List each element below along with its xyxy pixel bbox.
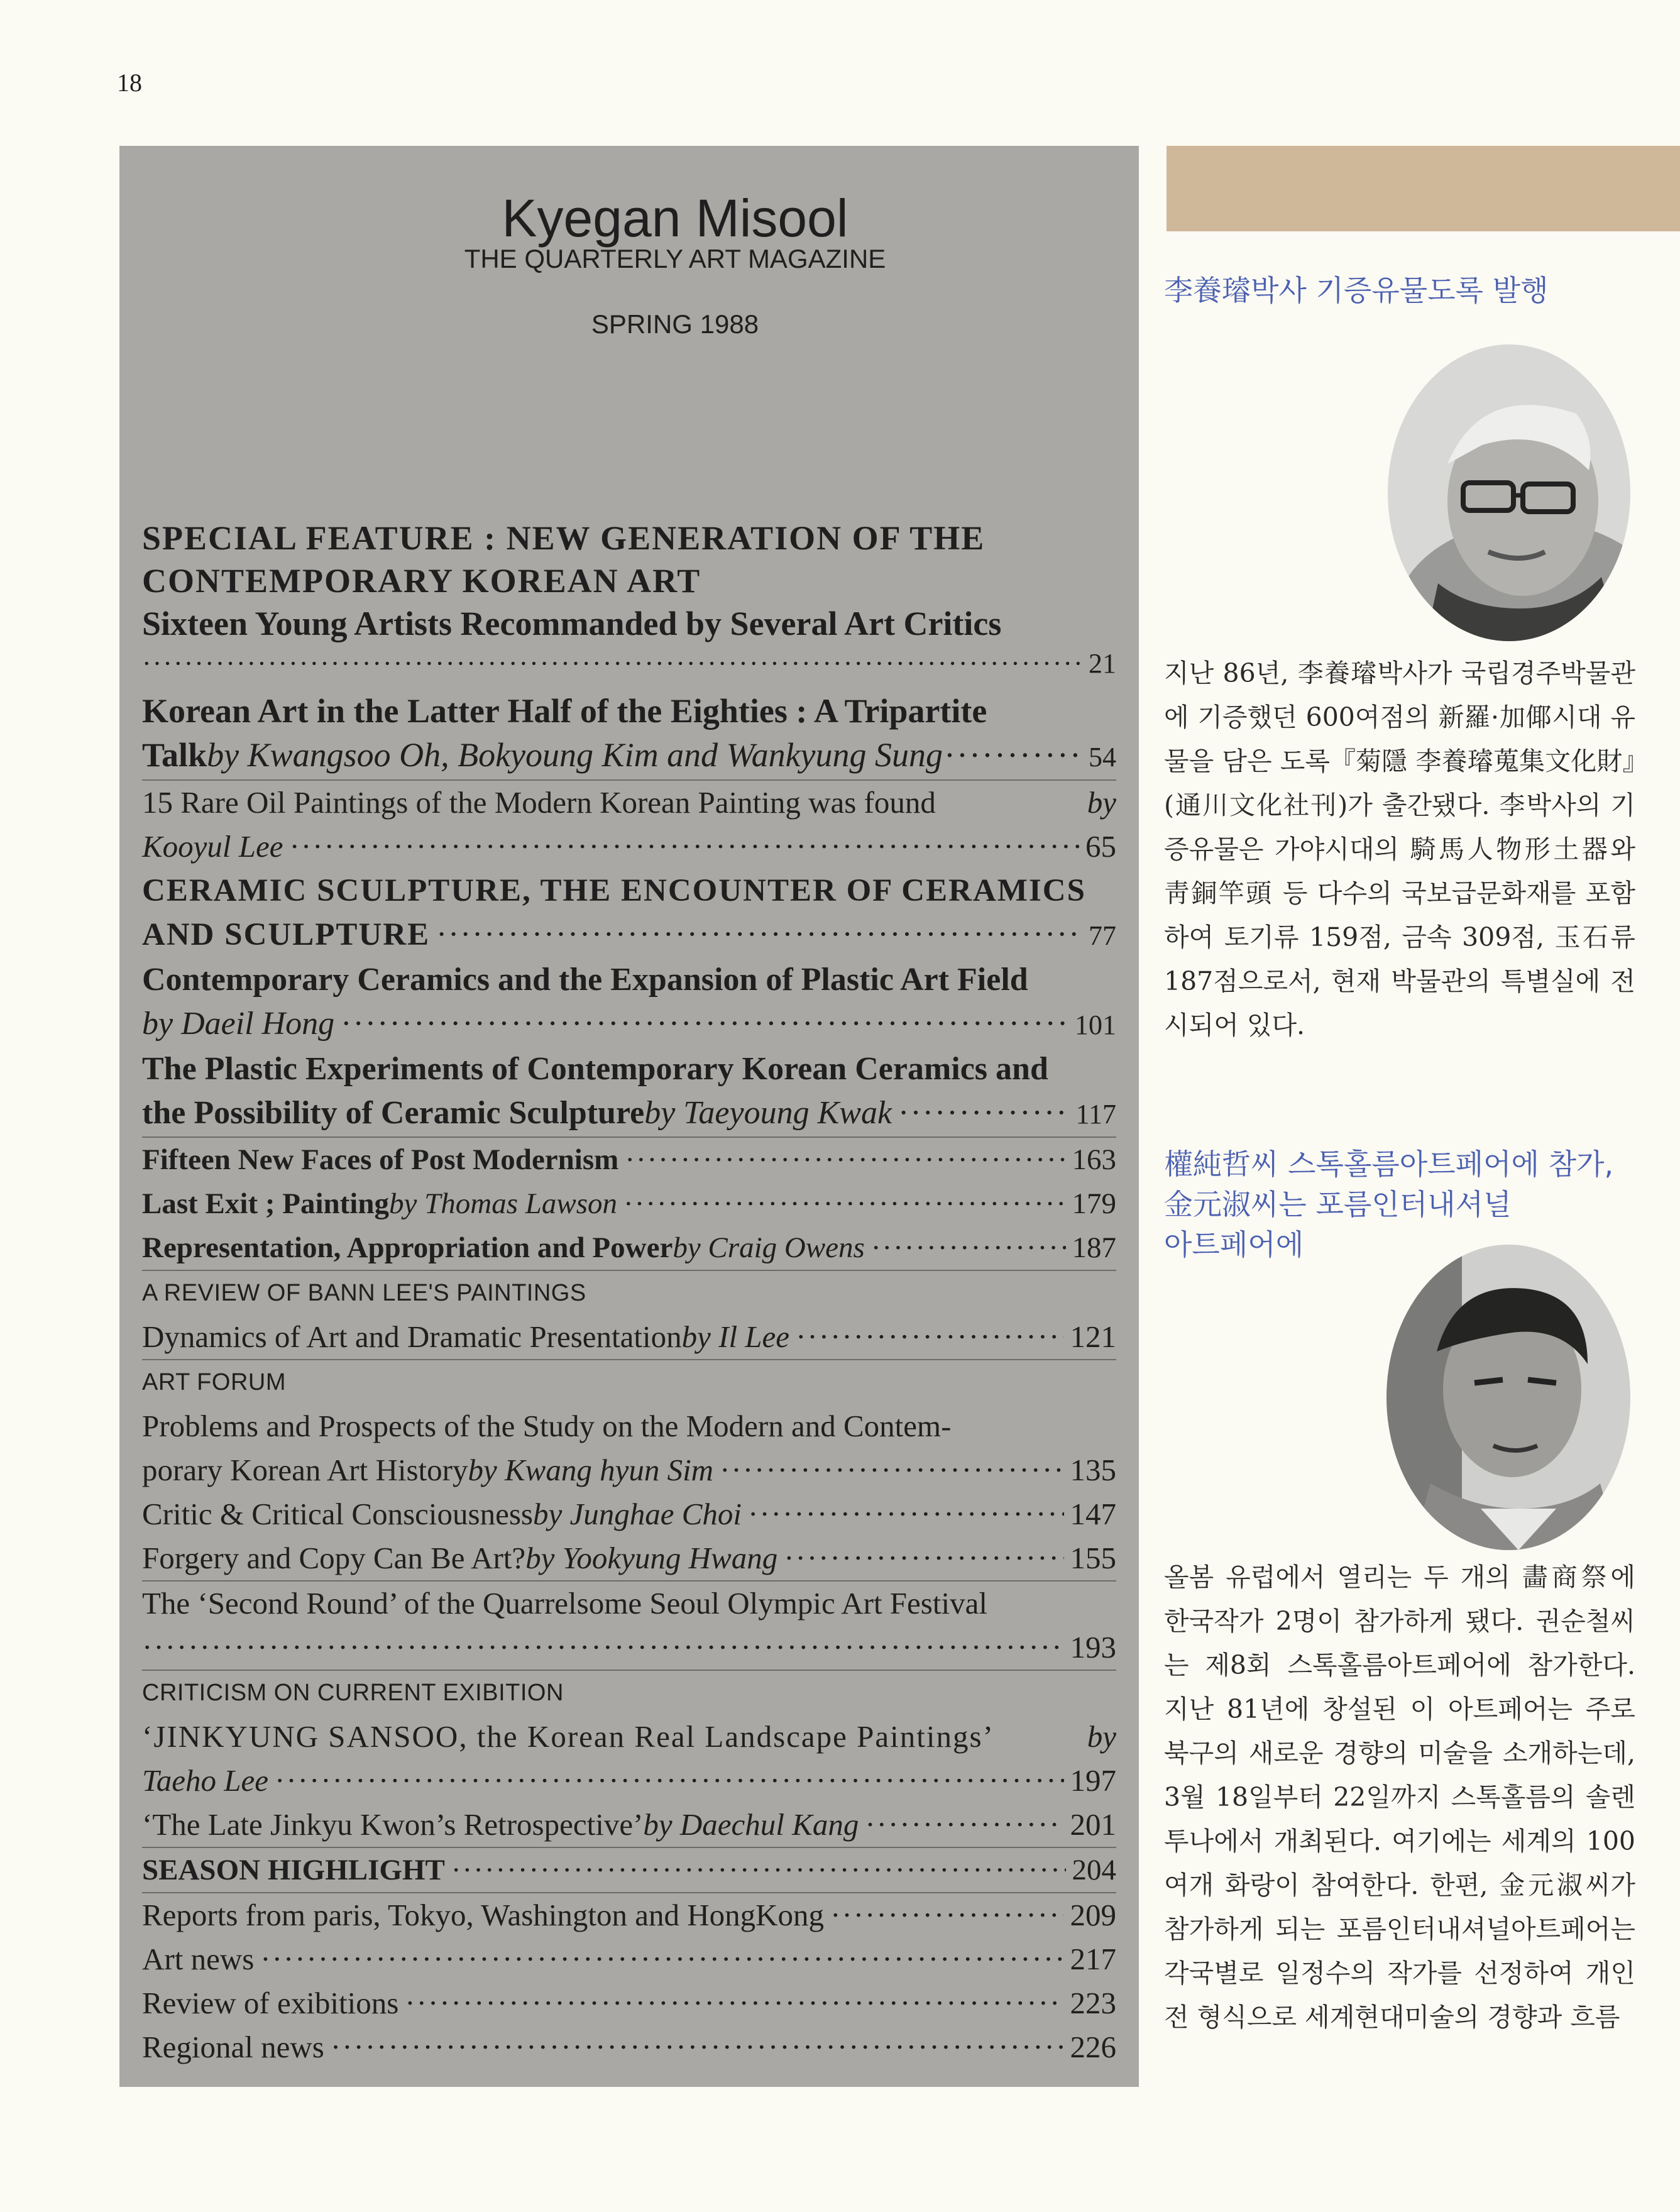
section-heading: ART FORUM xyxy=(142,1369,286,1395)
news-heading-line: 金元淑씨는 포름인터내셔널 xyxy=(1164,1187,1512,1221)
toc-entry[interactable] xyxy=(142,1182,1116,1226)
section-heading: A REVIEW OF BANN LEE'S PAINTINGS xyxy=(142,1280,586,1306)
toc-entry-author: by Daechul Kang xyxy=(643,1807,859,1842)
toc-entry[interactable] xyxy=(142,1937,1116,1981)
toc-entry-title: Sixteen Young Artists Recommanded by Several Art Critics xyxy=(142,605,1002,642)
toc-entry-title: porary Korean Art History xyxy=(142,1453,468,1487)
toc-entry-author: by Junghae Choi xyxy=(532,1497,742,1531)
leader-dots xyxy=(436,913,1082,957)
leader-dots xyxy=(290,825,1079,869)
toc-entry-page: 65 xyxy=(1085,829,1116,864)
portrait-photo xyxy=(1386,1245,1630,1550)
toc-entry-author: by xyxy=(1087,1719,1116,1754)
toc-entry-page: 135 xyxy=(1070,1453,1116,1487)
toc-entry-title: Reports from paris, Tokyo, Washington and HongKong xyxy=(142,1898,825,1932)
news-heading: 李養璿박사 기증유물도록 발행 xyxy=(1164,273,1549,307)
toc-entry-page: 121 xyxy=(1070,1319,1116,1354)
toc-entry-author: by xyxy=(1087,785,1116,820)
leader-dots xyxy=(748,1492,1063,1536)
toc-entry[interactable] xyxy=(142,1848,1116,1893)
toc-entry[interactable] xyxy=(142,1226,1116,1271)
toc-entry-page: 223 xyxy=(1070,1986,1116,2020)
magazine-subtitle: THE QUARTERLY ART MAGAZINE xyxy=(464,244,886,273)
toc-entry-title: ‘The Late Jinkyu Kwon’s Retrospective’ xyxy=(142,1807,644,1842)
toc-entry[interactable] xyxy=(142,1047,1116,1138)
toc-entry-page: 209 xyxy=(1070,1898,1116,1932)
toc-entry[interactable] xyxy=(142,1404,1116,1492)
toc-entry[interactable] xyxy=(142,958,1116,1047)
toc-entry-title: ‘JINKYUNG SANSOO, the Korean Real Landscape Paintings’ xyxy=(142,1719,994,1754)
leader-dots xyxy=(142,645,1082,683)
toc-entry-title: Forgery and Copy Can Be Art? xyxy=(142,1541,526,1575)
toc-entry-title: Dynamics of Art and Dramatic Presentation xyxy=(142,1319,682,1354)
toc-entry-page: 193 xyxy=(1070,1630,1116,1665)
toc-entry-author: Kooyul Lee xyxy=(142,829,283,864)
toc-entry-title: CERAMIC SCULPTURE, THE ENCOUNTER OF CERAMICS xyxy=(142,873,1086,908)
toc-entry[interactable] xyxy=(142,1893,1116,1937)
toc-entry-author: by Kwangsoo Oh, Bokyoung Kim and Wankyung Sung xyxy=(207,736,943,774)
leader-dots xyxy=(784,1536,1063,1580)
toc-entry[interactable] xyxy=(142,1803,1116,1848)
toc-entry[interactable] xyxy=(142,869,1116,958)
toc-entry-page: 155 xyxy=(1070,1541,1116,1575)
masthead xyxy=(119,190,1139,339)
toc-entry-title: Fifteen New Faces of Post Modernism xyxy=(142,1143,619,1176)
toc-entry-title: Review of exibitions xyxy=(142,1986,399,2020)
toc-entry-author: by Kwang hyun Sim xyxy=(468,1453,714,1487)
toc-entry-page: 187 xyxy=(1072,1231,1116,1264)
news-body: 지난 86년, 李養璿박사가 국립경주박물관에 기증했던 600여점의 新羅·加倻시대 유물을 담은 도록『菊隱 李養璿蒐集文化財』(通川文化社刊)가 출간됐다. 李박사의 기증유물은 가야시대의 騎馬人物形土器와 靑銅竿頭 등 다수의 국보급문화재를 포함하여 토기류 159점, 금속 309점, 玉石류 187점으로서, 현재 박물관의 특별실에 전시되어 있다. xyxy=(1164,658,1635,1040)
toc-entry-page: 197 xyxy=(1070,1763,1116,1798)
toc-entry-title: Last Exit ; Painting xyxy=(142,1187,390,1220)
toc-entry-page: 77 xyxy=(1089,920,1116,951)
toc-entry-title: The Plastic Experiments of Contemporary Korean Ceramics and xyxy=(142,1051,1048,1087)
toc-entry[interactable] xyxy=(142,1138,1116,1182)
toc-entry-title: The ‘Second Round’ of the Quarrelsome Seoul Olympic Art Festival xyxy=(142,1586,987,1620)
toc-entry-page: 217 xyxy=(1070,1942,1116,1976)
toc-entry-title: Korean Art in the Latter Half of the Eighties : A Tripartite xyxy=(142,692,987,730)
toc-entry-author: Taeho Lee xyxy=(142,1763,269,1798)
toc-entry-title: Representation, Appropriation and Power xyxy=(142,1231,673,1264)
toc-entry-page: 201 xyxy=(1070,1807,1116,1842)
news-heading-line: 權純哲씨 스톡홀름아트페어에 참가, xyxy=(1164,1147,1614,1181)
portrait-elderly-man-glasses-icon xyxy=(1388,344,1630,641)
toc-entry-title: Regional news xyxy=(142,2030,324,2064)
toc-entry-author: by Il Lee xyxy=(681,1319,790,1354)
portrait-man-icon xyxy=(1386,1245,1630,1550)
toc-entry-title: SPECIAL FEATURE : NEW GENERATION OF THE xyxy=(142,519,985,557)
toc-entry-page: 117 xyxy=(1075,1099,1116,1130)
toc-entry-title: 15 Rare Oil Paintings of the Modern Korean Painting was found xyxy=(142,785,936,820)
toc-entry-page: 21 xyxy=(1089,648,1116,679)
toc-entry-page: 147 xyxy=(1070,1497,1116,1531)
toc-entry[interactable] xyxy=(142,1315,1116,1360)
leader-dots xyxy=(275,1759,1063,1803)
toc-entry[interactable] xyxy=(142,781,1116,869)
news-heading-line: 아트페어에 xyxy=(1164,1228,1304,1262)
leader-dots xyxy=(451,1848,1066,1892)
toc-entry-page: 226 xyxy=(1070,2030,1116,2064)
section-heading: CRITICISM ON CURRENT EXIBITION xyxy=(142,1680,564,1706)
toc-entry[interactable] xyxy=(142,1715,1116,1803)
news-body: 올봄 유럽에서 열리는 두 개의 畵商祭에 한국작가 2명이 참가하게 됐다. 권순철씨는 제8회 스톡홀름아트페어에 참가한다. 지난 81년에 창설된 이 아트페어는 주로 북구의 새로운 경향의 미술을 소개하는데, 3월 18일부터 22일까지 스톡홀름의 솔렌투나에서 개최된다. 여기에는 세계의 100여개 화랑이 참여한다. 한편, 金元淑씨가 참가하게 되는 포름인터내셔널아트페어는 각국별로 일정수의 작가를 선정하여 개인전 형식으로 세계현대미술의 경향과 흐름 xyxy=(1164,1562,1635,2032)
leader-dots xyxy=(720,1448,1063,1492)
toc-entry-page: 163 xyxy=(1072,1143,1116,1176)
toc-entry-title: SEASON HIGHLIGHT xyxy=(142,1854,445,1886)
toc-entry-author: by Craig Owens xyxy=(673,1231,865,1264)
header-color-bar xyxy=(1167,146,1680,231)
portrait-photo xyxy=(1388,344,1630,641)
toc-entry[interactable] xyxy=(142,1981,1116,2025)
leader-dots xyxy=(898,1091,1070,1135)
toc-entry[interactable] xyxy=(142,1492,1116,1536)
toc-entry-author: by Yookyung Hwang xyxy=(525,1541,778,1575)
leader-dots xyxy=(871,1226,1066,1270)
magazine-title: Kyegan Misool xyxy=(502,189,848,248)
toc-entry-author: by Daeil Hong xyxy=(142,1006,335,1042)
toc-entry-page: 204 xyxy=(1072,1854,1116,1886)
toc-entry[interactable] xyxy=(142,689,1116,781)
leader-dots xyxy=(142,1626,1064,1670)
toc-entry-title: Problems and Prospects of the Study on the Modern and Contem- xyxy=(142,1409,952,1443)
leader-dots xyxy=(341,1002,1068,1046)
toc-entry-title: the Possibility of Ceramic Sculpture xyxy=(142,1095,645,1131)
toc-entry-title: AND SCULPTURE xyxy=(142,917,431,952)
toc-entry[interactable] xyxy=(142,1582,1116,1671)
leader-dots xyxy=(625,1138,1065,1182)
page-number: 18 xyxy=(117,69,142,97)
contents-panel xyxy=(119,146,1139,2087)
toc-entry[interactable] xyxy=(142,1536,1116,1582)
toc-entry-author: by Thomas Lawson xyxy=(389,1187,618,1220)
toc-entry-page: 101 xyxy=(1075,1010,1116,1040)
toc-entry-page: 54 xyxy=(1089,742,1116,773)
toc-entry-page: 179 xyxy=(1072,1187,1116,1220)
toc-entry[interactable] xyxy=(142,517,1116,683)
news-heading xyxy=(1164,1144,1613,1265)
toc-entry-title: Talk xyxy=(142,736,207,774)
toc-entry-title: Critic & Critical Consciousness xyxy=(142,1497,533,1531)
contents-list xyxy=(142,517,1116,2069)
leader-dots xyxy=(944,733,1082,777)
leader-dots xyxy=(331,2025,1064,2069)
toc-entry-title: CONTEMPORARY KOREAN ART xyxy=(142,562,701,600)
leader-dots xyxy=(830,1893,1063,1937)
leader-dots xyxy=(865,1803,1063,1847)
toc-entry-author: by Taeyoung Kwak xyxy=(644,1095,892,1131)
magazine-issue: SPRING 1988 xyxy=(591,309,759,339)
toc-entry-title: Contemporary Ceramics and the Expansion of Plastic Art Field xyxy=(142,962,1028,998)
leader-dots xyxy=(260,1937,1063,1981)
leader-dots xyxy=(796,1315,1063,1359)
toc-entry[interactable] xyxy=(142,2025,1116,2069)
leader-dots xyxy=(405,1981,1063,2025)
leader-dots xyxy=(623,1182,1065,1226)
toc-entry-title: Art news xyxy=(142,1942,255,1976)
